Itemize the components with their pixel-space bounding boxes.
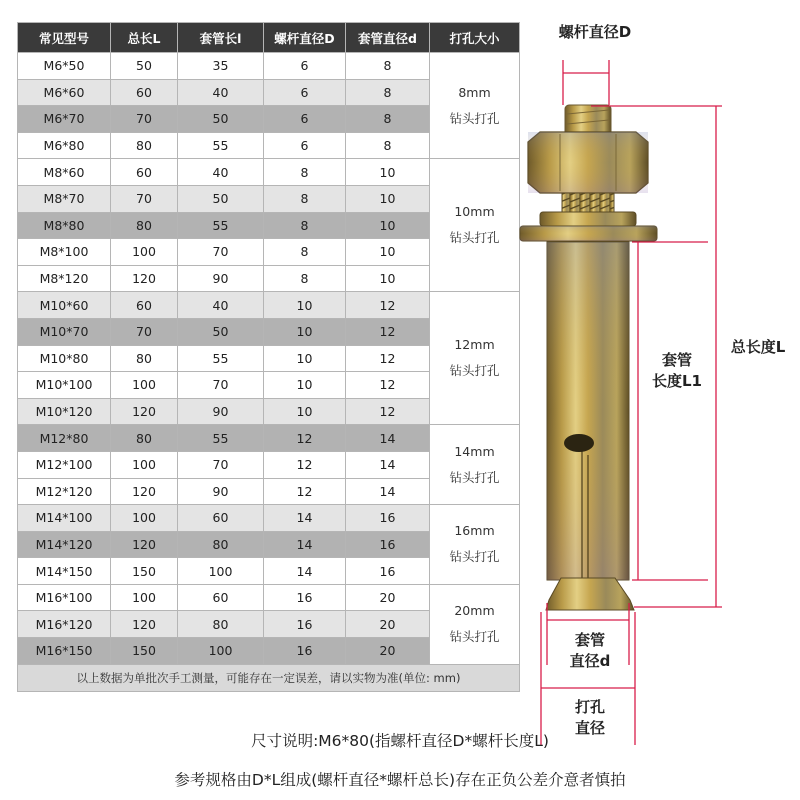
cell-bolt-diameter: 8: [264, 239, 346, 266]
label-sleeve-length: [640, 350, 714, 392]
label-total-length: 总长度L: [730, 338, 786, 356]
cell-bolt-diameter: 8: [264, 185, 346, 212]
cell-model: M10*120: [18, 398, 111, 425]
cell-sleeve-length: 55: [178, 425, 264, 452]
cell-sleeve-length: 90: [178, 478, 264, 505]
cell-model: M14*120: [18, 531, 111, 558]
cell-total-length: 80: [111, 132, 178, 159]
cell-bolt-diameter: 16: [264, 584, 346, 611]
cell-sleeve-diameter: 12: [346, 398, 430, 425]
cell-bolt-diameter: 14: [264, 531, 346, 558]
cell-total-length: 150: [111, 638, 178, 665]
header-total-length: 总长L: [111, 23, 178, 53]
cell-bolt-diameter: 10: [264, 398, 346, 425]
cell-bolt-diameter: 16: [264, 638, 346, 665]
cell-total-length: 100: [111, 584, 178, 611]
cell-model: M8*100: [18, 239, 111, 266]
header-sleeve-diameter: 套管直径d: [346, 23, 430, 53]
cell-sleeve-length: 40: [178, 159, 264, 186]
header-drill-size: 打孔大小: [430, 23, 520, 53]
table-row: [18, 53, 520, 80]
table-row: [18, 584, 520, 611]
sleeve-hole: [564, 434, 594, 452]
cell-sleeve-diameter: 20: [346, 584, 430, 611]
spec-table: [17, 22, 520, 692]
cell-total-length: 60: [111, 79, 178, 106]
cell-bolt-diameter: 6: [264, 53, 346, 80]
cell-model: M8*60: [18, 159, 111, 186]
cell-sleeve-length: 100: [178, 638, 264, 665]
cell-bolt-diameter: 10: [264, 372, 346, 399]
cell-model: M12*80: [18, 425, 111, 452]
cell-total-length: 120: [111, 265, 178, 292]
cell-total-length: 60: [111, 159, 178, 186]
drill-size-note: 钻头打孔: [449, 629, 500, 645]
cell-sleeve-diameter: 12: [346, 292, 430, 319]
cell-model: M10*70: [18, 318, 111, 345]
cell-model: M12*120: [18, 478, 111, 505]
label-bolt-diameter: 螺杆直径D: [558, 23, 632, 41]
cell-sleeve-length: 90: [178, 265, 264, 292]
label-sleeve-length-line1: 套管: [661, 351, 692, 369]
cell-sleeve-diameter: 10: [346, 239, 430, 266]
cell-sleeve-diameter: 16: [346, 558, 430, 585]
cell-model: M10*100: [18, 372, 111, 399]
cell-sleeve-diameter: 12: [346, 372, 430, 399]
cell-total-length: 120: [111, 398, 178, 425]
cell-model: M6*60: [18, 79, 111, 106]
drill-size-value: 20mm: [454, 603, 495, 619]
drill-size-value: 10mm: [454, 204, 495, 220]
cell-sleeve-length: 55: [178, 212, 264, 239]
table-note-row: [18, 664, 520, 691]
cell-total-length: 100: [111, 372, 178, 399]
cell-bolt-diameter: 6: [264, 79, 346, 106]
cell-total-length: 60: [111, 292, 178, 319]
cell-model: M14*150: [18, 558, 111, 585]
table-row: [18, 159, 520, 186]
cell-bolt-diameter: 6: [264, 132, 346, 159]
drill-size-value: 14mm: [454, 443, 495, 459]
cell-sleeve-diameter: 16: [346, 505, 430, 532]
cell-sleeve-diameter: 14: [346, 478, 430, 505]
drill-size-note: 钻头打孔: [449, 230, 500, 246]
spec-table-body: [18, 53, 520, 665]
cell-sleeve-length: 60: [178, 584, 264, 611]
cell-sleeve-diameter: 14: [346, 425, 430, 452]
label-sleeve-diameter-line1: 套管: [574, 631, 605, 649]
cell-sleeve-diameter: 12: [346, 318, 430, 345]
cell-bolt-diameter: 14: [264, 558, 346, 585]
cell-total-length: 80: [111, 345, 178, 372]
cell-sleeve-length: 80: [178, 531, 264, 558]
cell-sleeve-diameter: 10: [346, 265, 430, 292]
drill-size-value: 16mm: [454, 523, 495, 539]
cell-model: M10*80: [18, 345, 111, 372]
cell-total-length: 70: [111, 106, 178, 133]
cell-total-length: 120: [111, 611, 178, 638]
header-bolt-diameter: 螺杆直径D: [264, 23, 346, 53]
drill-size-note: 钻头打孔: [449, 549, 500, 565]
cell-sleeve-length: 35: [178, 53, 264, 80]
cell-sleeve-length: 90: [178, 398, 264, 425]
cell-model: M6*50: [18, 53, 111, 80]
bolt-diagram: [500, 40, 800, 750]
cell-sleeve-length: 70: [178, 451, 264, 478]
cell-sleeve-diameter: 10: [346, 212, 430, 239]
table-row: [18, 425, 520, 452]
cell-bolt-diameter: 12: [264, 425, 346, 452]
cell-sleeve-diameter: 20: [346, 638, 430, 665]
cell-sleeve-length: 55: [178, 132, 264, 159]
drill-size-note: 钻头打孔: [449, 469, 500, 485]
cell-sleeve-diameter: 8: [346, 79, 430, 106]
cell-total-length: 150: [111, 558, 178, 585]
cell-model: M6*80: [18, 132, 111, 159]
cell-sleeve-length: 100: [178, 558, 264, 585]
cell-sleeve-diameter: 16: [346, 531, 430, 558]
table-note: 以上数据为单批次手工测量，可能存在一定误差，请以实物为准(单位: mm): [18, 664, 520, 691]
cell-bolt-diameter: 8: [264, 159, 346, 186]
table-row: [18, 292, 520, 319]
cell-sleeve-diameter: 8: [346, 132, 430, 159]
cell-bolt-diameter: 10: [264, 292, 346, 319]
cell-sleeve-length: 50: [178, 106, 264, 133]
cell-bolt-diameter: 14: [264, 505, 346, 532]
spring-washer: [540, 212, 636, 226]
cell-sleeve-length: 40: [178, 292, 264, 319]
cell-sleeve-length: 55: [178, 345, 264, 372]
cell-sleeve-length: 40: [178, 79, 264, 106]
cell-total-length: 70: [111, 318, 178, 345]
label-sleeve-diameter-line2: 直径d: [569, 652, 611, 670]
cell-sleeve-diameter: 20: [346, 611, 430, 638]
cell-bolt-diameter: 8: [264, 212, 346, 239]
cell-total-length: 100: [111, 451, 178, 478]
cell-sleeve-diameter: 10: [346, 159, 430, 186]
cell-bolt-diameter: 6: [264, 106, 346, 133]
cell-model: M8*70: [18, 185, 111, 212]
cell-total-length: 120: [111, 478, 178, 505]
cell-model: M10*60: [18, 292, 111, 319]
cell-model: M16*100: [18, 584, 111, 611]
cell-total-length: 100: [111, 239, 178, 266]
cell-bolt-diameter: 12: [264, 478, 346, 505]
header-model: 常见型号: [18, 23, 111, 53]
cell-sleeve-length: 60: [178, 505, 264, 532]
cell-model: M12*100: [18, 451, 111, 478]
cell-bolt-diameter: 8: [264, 265, 346, 292]
label-sleeve-diameter: [550, 630, 630, 672]
cell-sleeve-diameter: 14: [346, 451, 430, 478]
cell-sleeve-diameter: 8: [346, 106, 430, 133]
cell-model: M16*120: [18, 611, 111, 638]
cell-sleeve-diameter: 10: [346, 185, 430, 212]
cell-model: M8*120: [18, 265, 111, 292]
cell-model: M16*150: [18, 638, 111, 665]
cell-model: M6*70: [18, 106, 111, 133]
table-header-row: [18, 23, 520, 53]
label-drill-line2: 直径: [574, 719, 605, 737]
cell-bolt-diameter: 10: [264, 318, 346, 345]
cell-total-length: 100: [111, 505, 178, 532]
footer-size-explanation: 尺寸说明:M6*80(指螺杆直径D*螺杆长度L): [251, 732, 549, 750]
cell-total-length: 120: [111, 531, 178, 558]
cell-total-length: 80: [111, 425, 178, 452]
cell-sleeve-diameter: 12: [346, 345, 430, 372]
cell-bolt-diameter: 12: [264, 451, 346, 478]
cell-total-length: 50: [111, 53, 178, 80]
cell-total-length: 80: [111, 212, 178, 239]
drill-size-note: 钻头打孔: [449, 110, 500, 126]
cell-model: M14*100: [18, 505, 111, 532]
header-sleeve-length: 套管长l: [178, 23, 264, 53]
cell-sleeve-length: 70: [178, 372, 264, 399]
cell-sleeve-diameter: 8: [346, 53, 430, 80]
cell-total-length: 70: [111, 185, 178, 212]
label-drill-line1: 打孔: [574, 698, 605, 716]
drill-size-value: 12mm: [454, 337, 495, 353]
label-sleeve-length-line2: 长度L1: [652, 372, 702, 390]
cell-sleeve-length: 80: [178, 611, 264, 638]
drill-size-value: 8mm: [458, 84, 491, 100]
expansion-cone: [546, 578, 634, 610]
drill-size-note: 钻头打孔: [449, 363, 500, 379]
table-row: [18, 505, 520, 532]
footer-reference-note: 参考规格由D*L组成(螺杆直径*螺杆总长)存在正负公差介意者慎拍: [174, 771, 626, 789]
cell-bolt-diameter: 10: [264, 345, 346, 372]
cell-sleeve-length: 70: [178, 239, 264, 266]
cell-model: M8*80: [18, 212, 111, 239]
cell-sleeve-length: 50: [178, 318, 264, 345]
cell-sleeve-length: 50: [178, 185, 264, 212]
cell-bolt-diameter: 16: [264, 611, 346, 638]
